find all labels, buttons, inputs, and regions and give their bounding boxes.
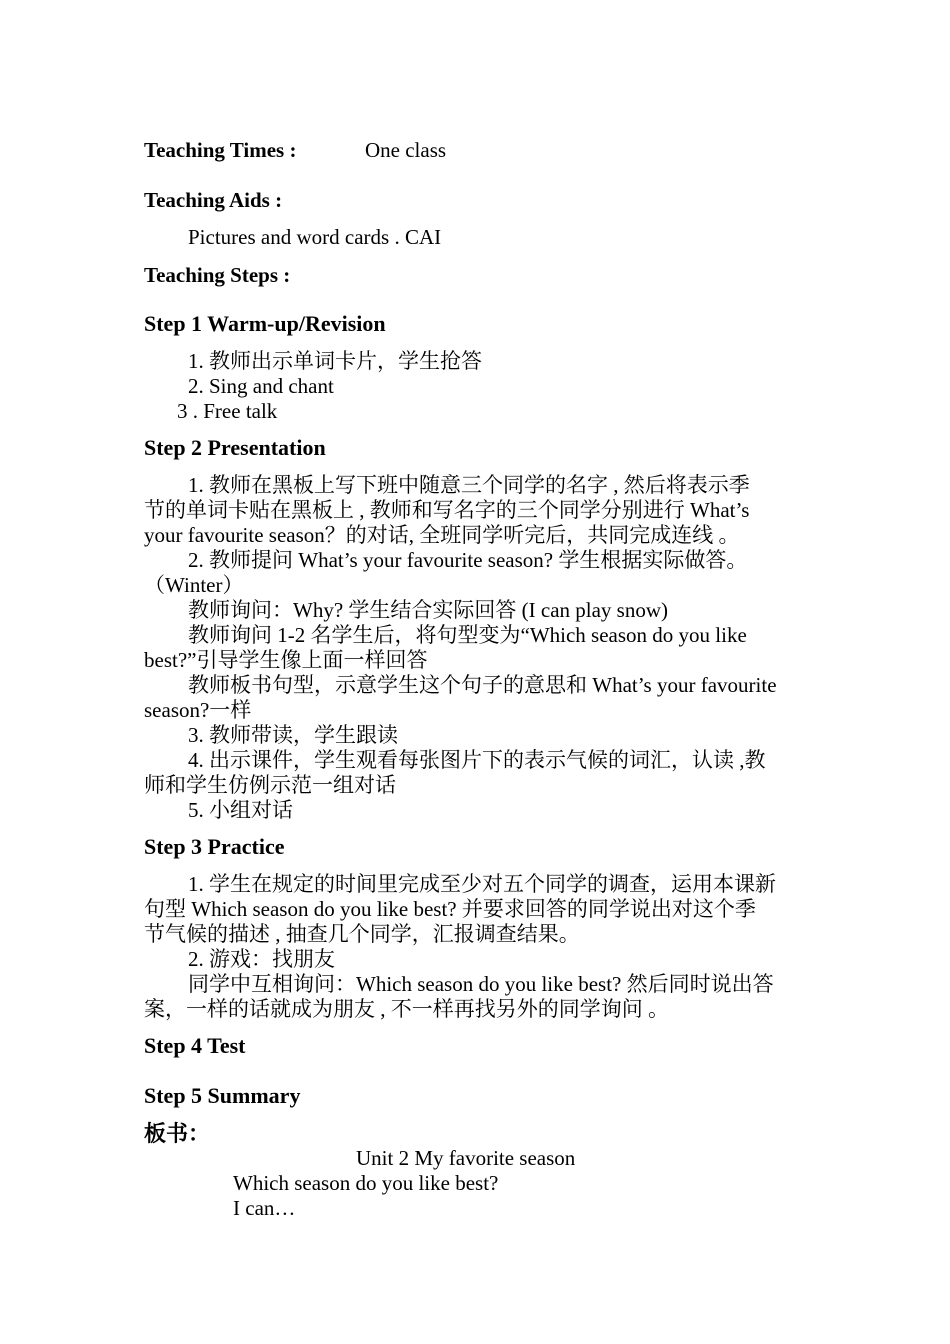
step2-line: 教师询问：Why? 学生结合实际回答 (I can play snow) — [188, 598, 669, 622]
step3-line: 句型 Which season do you like best? 并要求回答的同学说出对这个季 — [144, 897, 756, 921]
teaching-times-value: One class — [365, 138, 447, 162]
step2-line: 3. 教师带读，学生跟读 — [188, 723, 398, 747]
step1-line: 2. Sing and chant — [188, 374, 334, 398]
step2-line: 师和学生仿例示范一组对话 — [144, 773, 396, 797]
board-line: Which season do you like best? — [233, 1171, 499, 1195]
step3-line: 1. 学生在规定的时间里完成至少对五个同学的调查，运用本课新 — [188, 872, 776, 896]
step3-line: 2. 游戏：找朋友 — [188, 947, 335, 971]
step1-title: Step 1 Warm-up/Revision — [144, 311, 386, 336]
step2-line: 1. 教师在黑板上写下班中随意三个同学的名字 , 然后将表示季 — [188, 473, 750, 497]
step3-line: 节气候的描述 , 抽查几个同学，汇报调查结果。 — [144, 922, 580, 946]
step2-line: 教师板书句型，示意学生这个句子的意思和 What’s your favourite — [188, 673, 777, 697]
step3-title: Step 3 Practice — [144, 834, 285, 859]
step2-line: 教师询问 1-2 名学生后，将句型变为“Which season do you like — [188, 623, 747, 647]
step1-line: 3 . Free talk — [177, 399, 278, 423]
step2-line: 5. 小组对话 — [188, 798, 293, 822]
step1-line: 1. 教师出示单词卡片，学生抢答 — [188, 349, 482, 373]
step2-line: best?”引导学生像上面一样回答 — [144, 648, 428, 672]
step3-line: 案，一样的话就成为朋友 , 不一样再找另外的同学询问 。 — [144, 997, 669, 1021]
teaching-aids-label: Teaching Aids : — [144, 188, 283, 212]
step2-line: （Winter） — [144, 573, 244, 597]
step2-line: 2. 教师提问 What’s your favourite season? 学生根据实际做答。 — [188, 548, 748, 572]
step5-title: Step 5 Summary — [144, 1083, 301, 1108]
board-label: 板书： — [144, 1121, 211, 1146]
step2-title: Step 2 Presentation — [144, 435, 326, 460]
board-line: I can… — [233, 1196, 296, 1220]
step2-line: your favourite season？的对话, 全班同学听完后，共同完成连线 。 — [144, 523, 740, 547]
teaching-steps-label: Teaching Steps : — [144, 263, 291, 287]
step3-line: 同学中互相询问：Which season do you like best? 然后同时说出答 — [188, 972, 774, 996]
step2-line: 4. 出示课件，学生观看每张图片下的表示气候的词汇，认读 ,教 — [188, 748, 766, 772]
board-title: Unit 2 My favorite season — [356, 1146, 576, 1170]
teaching-aids-value: Pictures and word cards . CAI — [188, 225, 442, 249]
teaching-times-label: Teaching Times : — [144, 138, 297, 162]
step2-line: season?一样 — [144, 698, 252, 722]
step4-title: Step 4 Test — [144, 1033, 246, 1058]
step2-line: 节的单词卡贴在黑板上 , 教师和写名字的三个同学分别进行 What’s — [144, 498, 750, 522]
